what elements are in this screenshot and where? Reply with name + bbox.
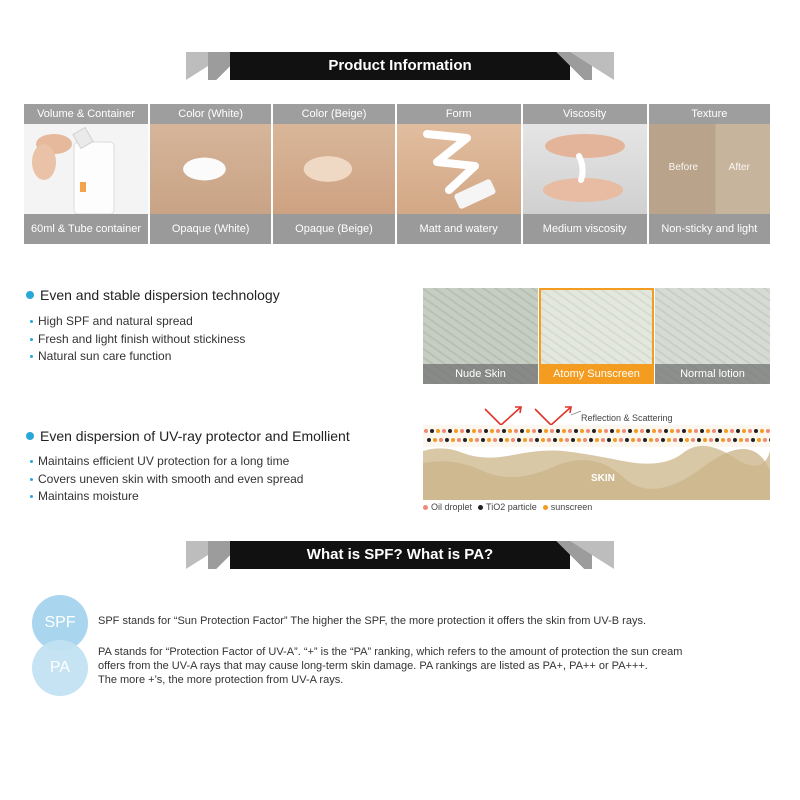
diagram-particle — [580, 429, 584, 433]
diagram-particle — [694, 429, 698, 433]
spf-pa-banner — [186, 541, 614, 569]
white-swatch-image — [150, 124, 271, 214]
diagram-particle — [535, 438, 539, 442]
diagram-particle — [439, 438, 443, 442]
diagram-particle — [505, 438, 509, 442]
skin-atomy-sunscreen: Atomy Sunscreen — [539, 288, 654, 384]
diagram-particle — [757, 438, 761, 442]
diagram-particle — [697, 438, 701, 442]
diagram-particle — [577, 438, 581, 442]
diagram-particle — [523, 438, 527, 442]
diagram-particle — [688, 429, 692, 433]
diagram-particle — [559, 438, 563, 442]
diagram-particle — [526, 429, 530, 433]
diagram-particle — [445, 438, 449, 442]
diagram-particle — [706, 429, 710, 433]
diagram-particle — [511, 438, 515, 442]
diagram-particle — [571, 438, 575, 442]
diagram-particle — [451, 438, 455, 442]
diagram-particle — [562, 429, 566, 433]
spf-badge: SPF — [32, 595, 88, 651]
list-item: Maintains efficient UV protection for a long time — [30, 453, 303, 471]
cell-caption: Opaque (Beige) — [273, 214, 394, 244]
diagram-particle — [670, 429, 674, 433]
diagram-particle — [544, 429, 548, 433]
diagram-particle — [424, 429, 428, 433]
diagram-particle — [673, 438, 677, 442]
feature-title-uv-protector: Even dispersion of UV-ray protector and Emollient — [26, 428, 350, 444]
diagram-particle — [493, 438, 497, 442]
diagram-particle — [466, 429, 470, 433]
cell-caption: Matt and watery — [397, 214, 521, 244]
diagram-particle — [529, 438, 533, 442]
diagram-particle — [583, 438, 587, 442]
viscosity-image — [523, 124, 647, 214]
diagram-particle — [721, 438, 725, 442]
skin-label: SKIN — [591, 473, 615, 484]
diagram-particle — [589, 438, 593, 442]
diagram-particle — [610, 429, 614, 433]
pa-description-line3: The more +’s, the more protection from UV-A rays. — [98, 674, 344, 686]
diagram-particle — [595, 438, 599, 442]
diagram-particle — [745, 438, 749, 442]
diagram-particle — [637, 438, 641, 442]
diagram-particle — [628, 429, 632, 433]
pa-description-line2: offers from the UV-A rays that may cause long-term skin damage. PA rankings are listed as PA+, PA++ or PA+++. — [98, 660, 648, 672]
diagram-particle — [619, 438, 623, 442]
diagram-particle — [739, 438, 743, 442]
diagram-particle — [565, 438, 569, 442]
skin-normal-lotion: Normal lotion — [655, 288, 770, 384]
cell-caption: Non-sticky and light — [649, 214, 770, 244]
diagram-particle — [718, 429, 722, 433]
diagram-particle — [592, 429, 596, 433]
diagram-particle — [679, 438, 683, 442]
bullet-icon — [30, 495, 33, 498]
diagram-particle — [607, 438, 611, 442]
diagram-particle — [715, 438, 719, 442]
diagram-particle — [469, 438, 473, 442]
diagram-particle — [655, 438, 659, 442]
diagram-particle — [568, 429, 572, 433]
diagram-particle — [631, 438, 635, 442]
info-cell-form — [397, 104, 521, 244]
tio2-particle-swatch-icon — [478, 505, 483, 510]
diagram-particle — [700, 429, 704, 433]
diagram-particle — [496, 429, 500, 433]
bullet-icon — [30, 460, 33, 463]
banner-title: Product Information — [328, 57, 472, 74]
cell-header: Color (White) — [150, 104, 271, 124]
info-cell-color-beige — [273, 104, 394, 244]
diagram-particle — [754, 429, 758, 433]
diagram-particle — [640, 429, 644, 433]
info-cell-texture — [649, 104, 770, 244]
cell-caption: Medium viscosity — [523, 214, 647, 244]
cell-header: Texture — [649, 104, 770, 124]
diagram-particle — [748, 429, 752, 433]
diagram-particle — [604, 429, 608, 433]
diagram-particle — [601, 438, 605, 442]
bullet-icon — [30, 478, 33, 481]
bullet-icon — [30, 338, 33, 341]
reflection-label: Reflection & Scattering — [581, 413, 673, 423]
diagram-particle — [676, 429, 680, 433]
diagram-particle — [691, 438, 695, 442]
diagram-legend: Oil droplet TiO2 particle sunscreen — [423, 502, 598, 512]
diagram-particle — [436, 429, 440, 433]
diagram-particle — [760, 429, 764, 433]
diagram-particle — [661, 438, 665, 442]
diagram-particle — [667, 438, 671, 442]
diagram-particle — [724, 429, 728, 433]
diagram-particle — [634, 429, 638, 433]
cell-caption: Opaque (White) — [150, 214, 271, 244]
cell-caption: 60ml & Tube container — [24, 214, 148, 244]
form-image — [397, 124, 521, 214]
diagram-particle — [574, 429, 578, 433]
diagram-particle — [532, 429, 536, 433]
diagram-particle — [763, 438, 767, 442]
diagram-particle — [727, 438, 731, 442]
product-information-banner — [186, 52, 614, 80]
feature-title-dispersion: Even and stable dispersion technology — [26, 287, 280, 303]
diagram-particle — [484, 429, 488, 433]
diagram-particle — [550, 429, 554, 433]
reflection-diagram — [423, 405, 770, 517]
diagram-particle — [649, 438, 653, 442]
diagram-particle — [652, 429, 656, 433]
list-item: Natural sun care function — [30, 348, 245, 366]
product-info-grid — [24, 104, 770, 244]
list-item: Maintains moisture — [30, 488, 303, 506]
info-cell-volume — [24, 104, 148, 244]
diagram-particle — [616, 429, 620, 433]
diagram-particle — [442, 429, 446, 433]
diagram-particle — [517, 438, 521, 442]
cell-header: Form — [397, 104, 521, 124]
skin-comparison — [423, 288, 770, 384]
diagram-particle — [463, 438, 467, 442]
diagram-particle — [625, 438, 629, 442]
diagram-particle — [475, 438, 479, 442]
diagram-particle — [454, 429, 458, 433]
diagram-particle — [730, 429, 734, 433]
after-label: After — [728, 162, 750, 173]
diagram-particle — [508, 429, 512, 433]
diagram-particle — [709, 438, 713, 442]
diagram-particle — [736, 429, 740, 433]
diagram-particle — [766, 429, 770, 433]
diagram-particle — [448, 429, 452, 433]
pa-description-line1: PA stands for “Protection Factor of UV-A”. “+” is the “PA” ranking, which refers to the amount of protection the sun cream — [98, 646, 683, 658]
diagram-particle — [643, 438, 647, 442]
before-label: Before — [668, 162, 699, 173]
diagram-particle — [598, 429, 602, 433]
diagram-particle — [478, 429, 482, 433]
diagram-particle — [541, 438, 545, 442]
diagram-particle — [430, 429, 434, 433]
diagram-particle — [622, 429, 626, 433]
texture-image — [649, 124, 770, 214]
diagram-particle — [742, 429, 746, 433]
oil-droplet-swatch-icon — [423, 505, 428, 510]
diagram-particle — [751, 438, 755, 442]
diagram-particle — [703, 438, 707, 442]
cell-header: Color (Beige) — [273, 104, 394, 124]
diagram-particle — [547, 438, 551, 442]
diagram-particle — [502, 429, 506, 433]
bullet-dot-icon — [26, 432, 34, 440]
diagram-particle — [586, 429, 590, 433]
info-cell-viscosity — [523, 104, 647, 244]
diagram-particle — [682, 429, 686, 433]
diagram-particle — [646, 429, 650, 433]
beige-swatch-image — [273, 124, 394, 214]
diagram-particle — [457, 438, 461, 442]
feature-list-dispersion — [30, 313, 245, 366]
diagram-particle — [664, 429, 668, 433]
diagram-particle — [685, 438, 689, 442]
bullet-icon — [30, 320, 33, 323]
diagram-particle — [460, 429, 464, 433]
diagram-particle — [499, 438, 503, 442]
list-item: Fresh and light finish without stickiness — [30, 331, 245, 349]
diagram-particle — [427, 438, 431, 442]
sunscreen-swatch-icon — [543, 505, 548, 510]
diagram-particle — [712, 429, 716, 433]
cell-header: Viscosity — [523, 104, 647, 124]
feature-list-uv-protector — [30, 453, 303, 506]
banner-title: What is SPF? What is PA? — [306, 546, 494, 563]
diagram-particle — [490, 429, 494, 433]
list-item: Covers uneven skin with smooth and even spread — [30, 471, 303, 489]
pa-badge: PA — [32, 640, 88, 696]
diagram-particle — [433, 438, 437, 442]
diagram-particle — [520, 429, 524, 433]
diagram-particle — [481, 438, 485, 442]
bullet-icon — [30, 355, 33, 358]
diagram-particle — [733, 438, 737, 442]
info-cell-color-white — [150, 104, 271, 244]
diagram-particle — [658, 429, 662, 433]
diagram-particle — [514, 429, 518, 433]
bullet-dot-icon — [26, 291, 34, 299]
spf-description: SPF stands for “Sun Protection Factor” The higher the SPF, the more protection it offers the skin from UV-B rays. — [98, 615, 646, 627]
diagram-particle — [613, 438, 617, 442]
diagram-particle — [487, 438, 491, 442]
cell-header: Volume & Container — [24, 104, 148, 124]
skin-nude: Nude Skin — [423, 288, 538, 384]
list-item: High SPF and natural spread — [30, 313, 245, 331]
diagram-particle — [538, 429, 542, 433]
diagram-particle — [553, 438, 557, 442]
tube-image — [24, 124, 148, 214]
diagram-particle — [472, 429, 476, 433]
diagram-particle — [556, 429, 560, 433]
